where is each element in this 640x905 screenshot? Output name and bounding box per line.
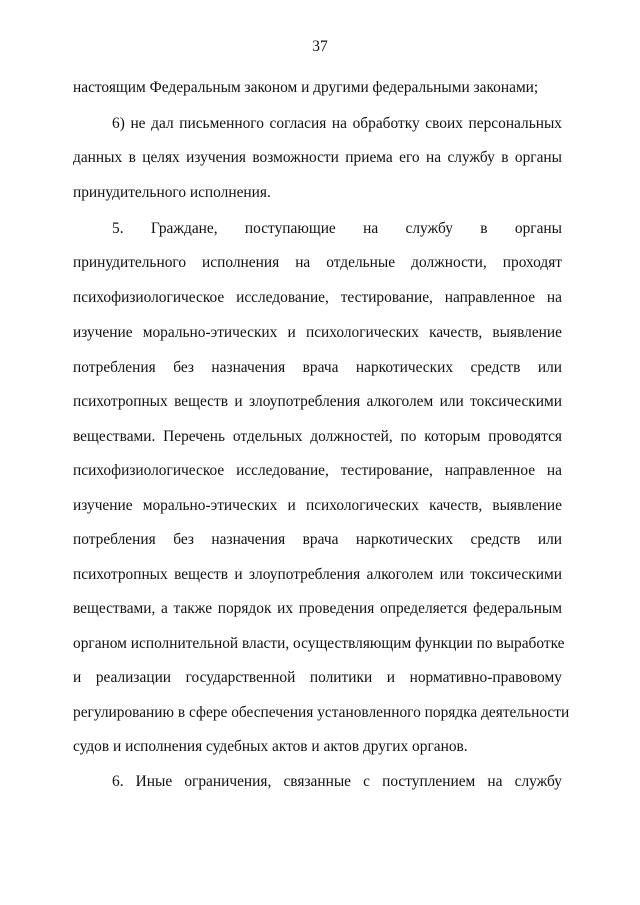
text-line: и реализации государственной политики и нормативно-правовому <box>73 669 562 686</box>
text-line: изучение морально-этических и психологических качеств, выявление <box>73 497 562 514</box>
text-line: потребления без назначения врача наркотических средств или <box>73 359 562 376</box>
text-line: потребления без назначения врача наркотических средств или <box>73 531 562 548</box>
text-line: 6) не дал письменного согласия на обработку своих персональных <box>112 115 562 132</box>
text-line: принудительного исполнения. <box>73 184 271 201</box>
text-line: 5. Граждане, поступающие на службу в органы <box>112 220 562 237</box>
text-line: психотропных веществ и злоупотребления алкоголем или токсическими <box>73 566 562 583</box>
text-line: веществами, а также порядок их проведения определяется федеральным <box>73 600 562 617</box>
text-line: веществами. Перечень отдельных должностей, по которым проводятся <box>73 428 562 445</box>
text-line: настоящим Федеральным законом и другими федеральными законами; <box>73 79 539 96</box>
text-line: психофизиологическое исследование, тестирование, направленное на <box>73 289 562 306</box>
text-line: данных в целях изучения возможности приема его на службу в органы <box>73 149 562 166</box>
text-line: регулированию в сфере обеспечения установленного порядка деятельности <box>73 704 570 721</box>
text-line: 6. Иные ограничения, связанные с поступлением на службу <box>112 773 562 790</box>
text-line: изучение морально-этических и психологических качеств, выявление <box>73 324 562 341</box>
text-line: психотропных веществ и злоупотребления алкоголем или токсическими <box>73 393 562 410</box>
text-line: психофизиологическое исследование, тестирование, направленное на <box>73 462 562 479</box>
text-line: органом исполнительной власти, осуществляющим функции по выработке <box>73 635 565 652</box>
page-number: 37 <box>312 38 328 55</box>
text-line: принудительного исполнения на отдельные должности, проходят <box>73 254 562 271</box>
text-line: судов и исполнения судебных актов и актов других органов. <box>73 738 468 755</box>
